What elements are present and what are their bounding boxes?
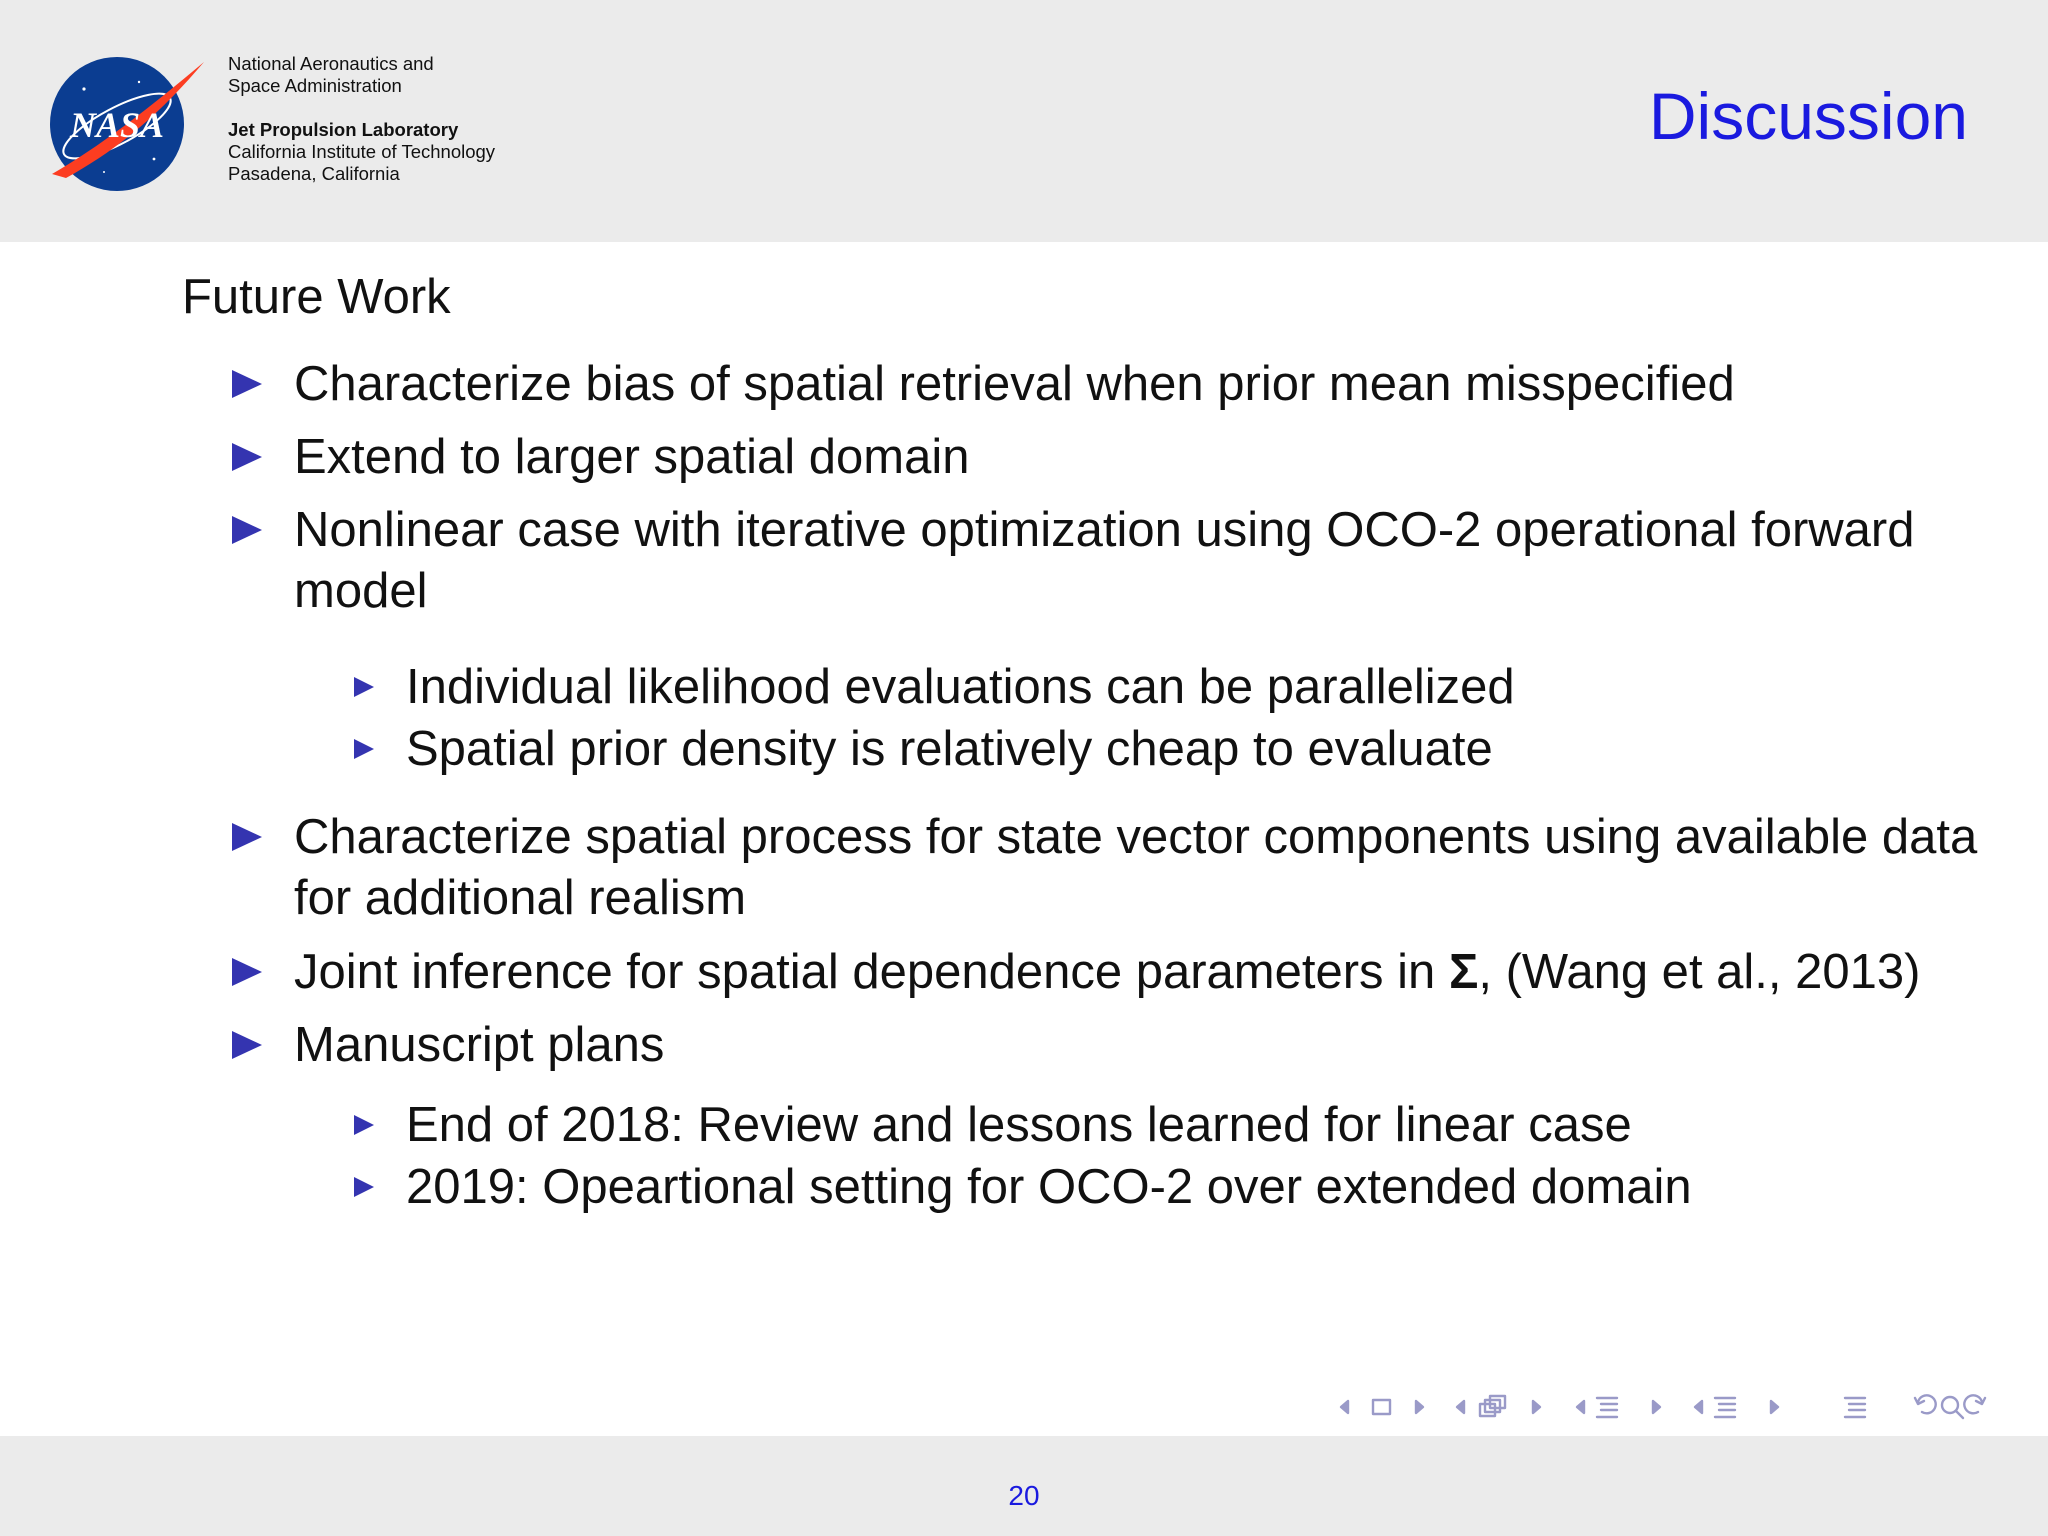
frame-stack-icon[interactable] (1480, 1396, 1505, 1416)
bullet-icon (232, 958, 262, 986)
section-icon[interactable] (1715, 1398, 1735, 1417)
bullet-icon (232, 516, 262, 544)
back-icon[interactable] (1915, 1395, 1936, 1413)
list-item (294, 942, 2014, 1003)
prev-subsection-icon[interactable] (1577, 1401, 1584, 1413)
beamer-navigation (1330, 1390, 2030, 1424)
logo-text: NASA (69, 105, 165, 145)
next-frame-icon[interactable] (1533, 1401, 1540, 1413)
sigma-symbol: Σ (1448, 945, 1479, 999)
institution-block (228, 53, 558, 185)
lab-name: Jet Propulsion Laboratory (228, 119, 459, 140)
institution-line-2: Space Administration (228, 75, 402, 96)
bullet-icon (354, 1115, 374, 1135)
bullet-icon (232, 1031, 262, 1059)
list-item: End of 2018: Review and lessons learned for linear case (406, 1098, 1632, 1152)
bullet-icon (232, 443, 262, 471)
section-title: Future Work (182, 270, 451, 324)
page-number: 20 (1008, 1480, 1040, 1511)
slide-title: Discussion (1648, 79, 1968, 153)
list-item: Nonlinear case with iterative optimization using OCO-2 operational forward model (294, 503, 1915, 618)
list-item-text: Joint inference for spatial dependence parameters in (294, 945, 1436, 999)
next-subsection-icon[interactable] (1653, 1401, 1660, 1413)
document-icon[interactable] (1845, 1398, 1865, 1417)
list-item-citation: , (Wang et al., 2013) (1478, 945, 1921, 999)
institution-line-1: National Aeronautics and (228, 53, 434, 74)
list-item: Characterize spatial process for state vector components using available data for additional realism (294, 810, 1978, 925)
forward-icon[interactable] (1964, 1395, 1985, 1413)
subsection-icon[interactable] (1597, 1398, 1617, 1417)
next-section-icon[interactable] (1771, 1401, 1778, 1413)
bullet-icon (354, 677, 374, 697)
search-icon[interactable] (1942, 1397, 1963, 1418)
slide-header (0, 0, 2048, 242)
nasa-logo (44, 54, 214, 194)
list-item: 2019: Opeartional setting for OCO-2 over extended domain (406, 1160, 1692, 1214)
institution-line-5: Pasadena, California (228, 163, 400, 184)
bullet-icon (354, 1177, 374, 1197)
slide-content (0, 242, 2048, 1436)
list-item: Manuscript plans (294, 1018, 665, 1072)
list-item: Characterize bias of spatial retrieval when prior mean misspecified (294, 357, 1735, 411)
bullet-icon (354, 739, 374, 759)
list-item: Individual likelihood evaluations can be parallelized (406, 660, 1515, 714)
prev-frame-icon[interactable] (1457, 1401, 1464, 1413)
bullet-icon (232, 823, 262, 851)
slide-frame-icon[interactable] (1373, 1400, 1390, 1414)
institution-line-4: California Institute of Technology (228, 141, 496, 162)
prev-slide-icon[interactable] (1341, 1401, 1348, 1413)
list-item: Spatial prior density is relatively cheap to evaluate (406, 722, 1493, 776)
list-item: Extend to larger spatial domain (294, 430, 970, 484)
bullet-icon (232, 370, 262, 398)
slide-footer (0, 1436, 2048, 1536)
next-slide-icon[interactable] (1416, 1401, 1423, 1413)
prev-section-icon[interactable] (1695, 1401, 1702, 1413)
